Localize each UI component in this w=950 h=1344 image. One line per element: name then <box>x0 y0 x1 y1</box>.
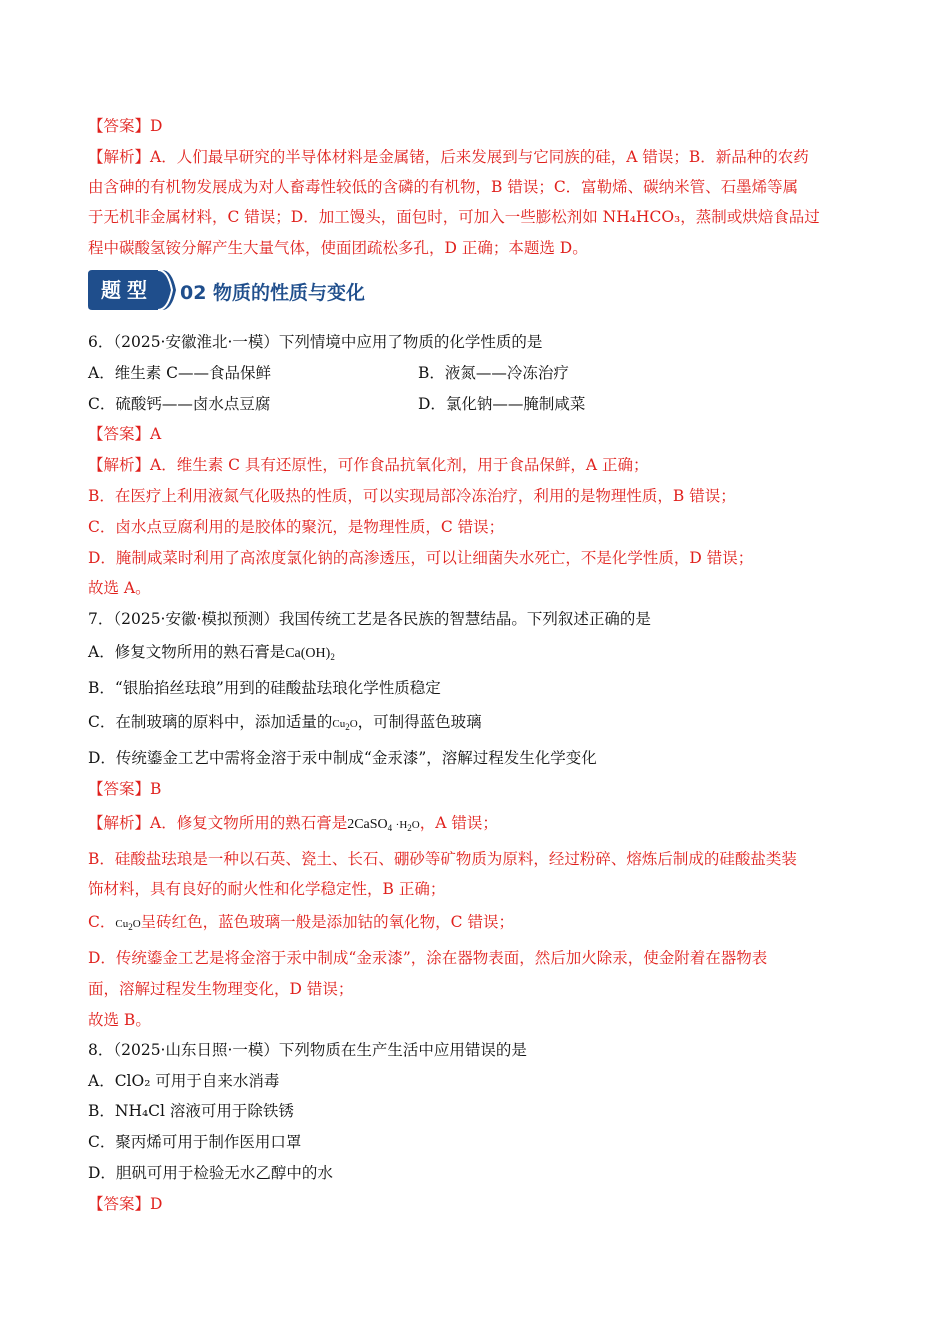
q7-answer: 【答案】B <box>88 780 162 798</box>
q5-analysis-line: 于无机非金属材料，C 错误；D．加工馒头，面包时，可加入一些膨松剂如 NH₄HCO₃，蒸制或烘焙食品过 <box>88 208 820 226</box>
q7-option-b: B．“银胎掐丝珐琅”用到的硅酸盐珐琅化学性质稳定 <box>88 679 441 697</box>
q7-stem: 7．（2025·安徽·模拟预测）我国传统工艺是各民族的智慧结晶。下列叙述正确的是 <box>88 610 651 628</box>
q6-stem: 6．（2025·安徽淮北·一模）下列情境中应用了物质的化学性质的是 <box>88 333 543 351</box>
q7-analysis-d-cont: 面，溶解过程发生物理变化，D 错误； <box>88 980 354 998</box>
q6-option-b: B．液氮——冷冻治疗 <box>418 364 569 382</box>
q7-analysis-b: B．硅酸盐珐琅是一种以石英、瓷土、长石、硼砂等矿物质为原料，经过粉碎、熔炼后制成的硅酸盐类装 <box>88 850 797 868</box>
q6-answer: 【答案】A <box>88 425 162 443</box>
q7-analysis-b-cont: 饰材料，具有良好的耐火性和化学稳定性，B 正确； <box>88 880 446 898</box>
q8-answer: 【答案】D <box>88 1195 163 1213</box>
q5-analysis-line: 【解析】A．人们最早研究的半导体材料是金属锗，后来发展到与它同族的硅，A 错误；B．新品种的农药 <box>88 148 809 166</box>
section-badge-label: 题型 <box>101 278 153 302</box>
q7-analysis-a: 【解析】A．修复文物所用的熟石膏是2CaSO$_4$ $\cdot H_2O$，A 错误； <box>88 814 498 833</box>
q6-option-c: C．硫酸钙——卤水点豆腐 <box>88 395 271 413</box>
q6-option-d: D．氯化钠——腌制咸菜 <box>418 395 586 413</box>
q8-stem: 8．（2025·山东日照·一模）下列物质在生产生活中应用错误的是 <box>88 1041 527 1059</box>
formula-cu2o: $Cu_2O$ <box>332 718 358 732</box>
section-header <box>88 270 388 310</box>
formula-ca-oh-2: $Ca(OH)_2$ <box>285 646 335 662</box>
q8-option-c: C．聚丙烯可用于制作医用口罩 <box>88 1133 302 1151</box>
formula-cu2o: $Cu_2O$ <box>115 918 141 932</box>
q6-analysis-line: B．在医疗上利用液氮气化吸热的性质，可以实现局部冷冻治疗，利用的是物理性质，B 错误； <box>88 487 736 505</box>
q8-option-a: A．ClO₂ 可用于自来水消毒 <box>88 1072 280 1090</box>
q7-option-d: D．传统鎏金工艺中需将金溶于汞中制成“金汞漆”，溶解过程发生化学变化 <box>88 749 597 767</box>
q7-option-c: C．在制玻璃的原料中，添加适量的$Cu_2O$，可制得蓝色玻璃 <box>88 713 482 732</box>
q6-conclusion: 故选 A。 <box>88 579 151 597</box>
q6-analysis-line: 【解析】A．维生素 C 具有还原性，可作食品抗氧化剂，用于食品保鲜，A 正确； <box>88 456 649 474</box>
q5-analysis-line: 程中碳酸氢铵分解产生大量气体，使面团疏松多孔，D 正确；本题选 D。 <box>88 239 588 257</box>
q7-option-a <box>88 642 868 664</box>
q6-analysis-line: D．腌制咸菜时利用了高浓度氯化钠的高渗透压，可以让细菌失水死亡，不是化学性质，D 错误； <box>88 549 754 567</box>
q8-option-b: B．NH₄Cl 溶液可用于除铁锈 <box>88 1102 294 1120</box>
q6-options-row <box>88 363 868 383</box>
formula-gypsum: 2CaSO$_4$ $\cdot H_2O$ <box>347 817 420 833</box>
q7-analysis-c: C．$Cu_2O$呈砖红色，蓝色玻璃一般是添加钴的氧化物，C 错误； <box>88 913 514 932</box>
q7-analysis-d: D．传统鎏金工艺是将金溶于汞中制成“金汞漆”，涂在器物表面，然后加火除汞，使金附着在器物表 <box>88 949 768 967</box>
q8-option-d: D．胆矾可用于检验无水乙醇中的水 <box>88 1164 333 1182</box>
q7-conclusion: 故选 B。 <box>88 1011 151 1029</box>
q6-option-a: A．维生素 C——食品保鲜 <box>88 364 271 382</box>
q7-option-a-text: A．修复文物所用的熟石膏是 <box>88 643 286 661</box>
q6-analysis-line: C．卤水点豆腐利用的是胶体的聚沉，是物理性质，C 错误； <box>88 518 505 536</box>
q5-analysis-line: 由含砷的有机物发展成为对人畜毒性较低的含磷的有机物，B 错误；C．富勒烯、碳纳米管、石墨烯等属 <box>88 178 799 196</box>
section-title: 02 物质的性质与变化 <box>180 282 366 304</box>
q6-options-row <box>88 394 868 414</box>
q5-answer: 【答案】D <box>88 117 163 135</box>
